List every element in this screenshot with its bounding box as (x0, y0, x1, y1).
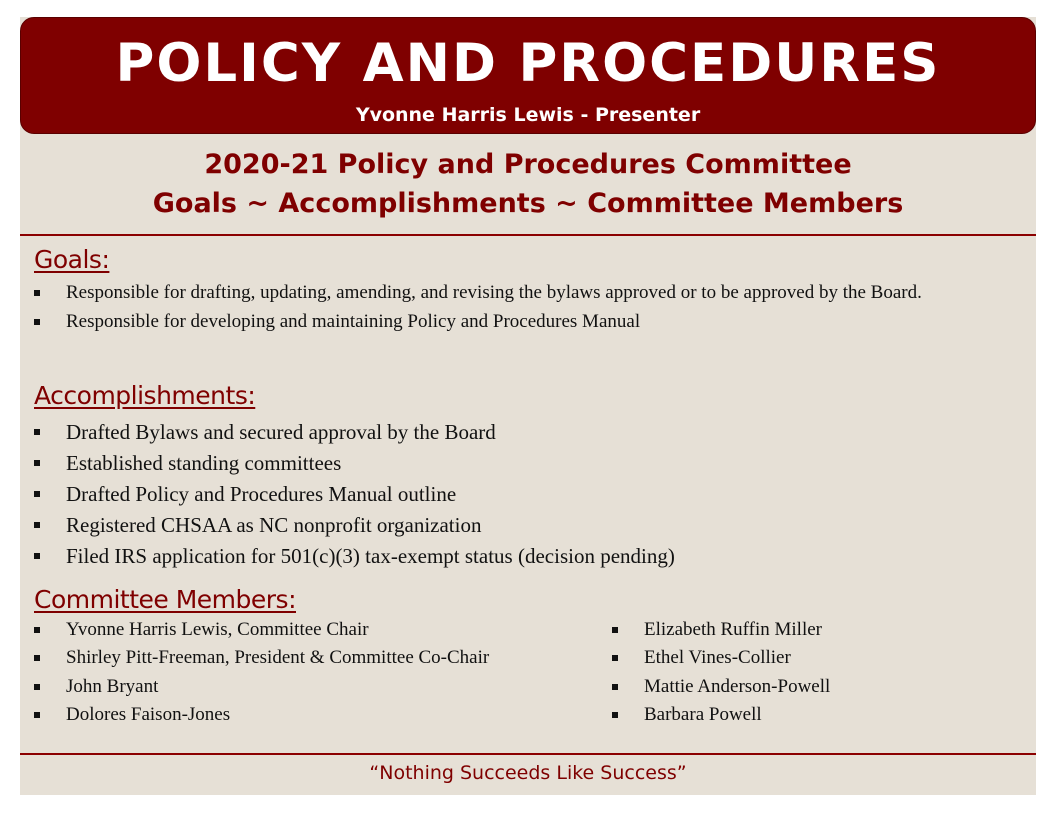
list-item: Ethel Vines-Collier (598, 644, 1018, 672)
title-banner (20, 17, 1036, 134)
list-item: Registered CHSAA as NC nonprofit organization (20, 510, 1020, 541)
list-item: Established standing committees (20, 448, 1020, 479)
list-item: John Bryant (20, 673, 600, 701)
list-item: Responsible for developing and maintaining Policy and Procedures Manual (20, 308, 1020, 336)
footer-quote: “Nothing Succeeds Like Success” (369, 762, 687, 784)
subtitle-line-1: 2020-21 Policy and Procedures Committee (204, 149, 852, 180)
presenter-line: Yvonne Harris Lewis - Presenter (355, 104, 701, 126)
members-heading: Committee Members: (34, 585, 296, 614)
list-item: Responsible for drafting, updating, amending, and revising the bylaws approved or to be approved by the Board. (20, 279, 1020, 307)
accomplishments-heading: Accomplishments: (34, 381, 256, 410)
goals-list (20, 279, 1020, 337)
members-list-left (20, 616, 600, 729)
accomplishments-list (20, 417, 1020, 572)
members-list-right (598, 616, 1018, 729)
list-item: Filed IRS application for 501(c)(3) tax-exempt status (decision pending) (20, 541, 1020, 572)
list-item: Barbara Powell (598, 701, 1018, 729)
list-item: Shirley Pitt-Freeman, President & Committee Co-Chair (20, 644, 600, 672)
list-item: Yvonne Harris Lewis, Committee Chair (20, 616, 600, 644)
slide (20, 17, 1036, 795)
list-item: Drafted Policy and Procedures Manual outline (20, 479, 1020, 510)
bottom-divider (20, 753, 1036, 755)
goals-heading: Goals: (34, 245, 110, 274)
list-item: Mattie Anderson-Powell (598, 673, 1018, 701)
list-item: Drafted Bylaws and secured approval by the Board (20, 417, 1020, 448)
subtitle-line-2: Goals ~ Accomplishments ~ Committee Members (152, 188, 904, 219)
top-divider (20, 234, 1036, 236)
page-title: POLICY AND PROCEDURES (115, 33, 941, 94)
subtitle (20, 145, 1036, 223)
list-item: Dolores Faison-Jones (20, 701, 600, 729)
list-item: Elizabeth Ruffin Miller (598, 616, 1018, 644)
